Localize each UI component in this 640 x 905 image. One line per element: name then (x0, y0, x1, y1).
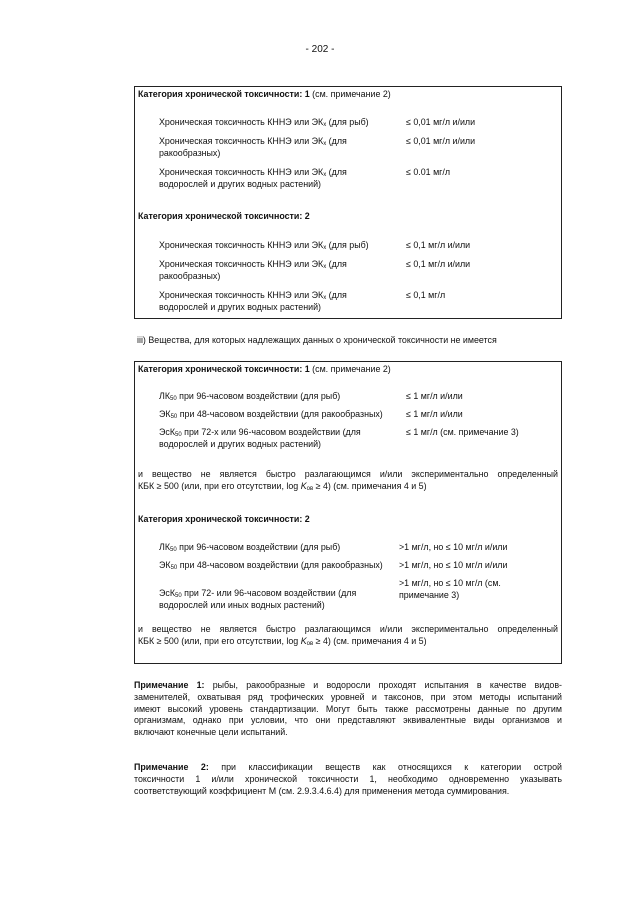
category-heading: Категория хронической токсичности: 1 (см. примечание 2) (138, 89, 391, 99)
criteria-value: >1 мг/л, но ≤ 10 мг/л и/или (399, 560, 508, 570)
chronic-toxicity-table-no-data: Категория хронической токсичности: 1 (см. примечание 2) $ЛК_{50}$ при 96-часовом воздействии (для рыб) ≤ 1 мг/л и/или $ЭК_{50}$ при 48-часовом воздействии (для ракообразных) ≤ 1 мг/л и/или ЭсК$_{50}$ при 72-х или 96-часовом воздействии (для водорослей и других водных растений) ≤ 1 мг/л (см. примечание 3) и вещество не является быстро разлагающимся и/или экспериментально определенный КБК ≥ 500 (или, при его отсутствии, $\log K_{ов} \ge 4$) (см. примечания 4 и 5) Категория хронической токсичности: 2 $ЛК_{50}$ при 96-часовом воздействии (для рыб) >1 мг/л, но ≤ 10 мг/л и/или $ЭК_{50}$ при 48-часовом воздействии (для ракообразных) >1 мг/л, но ≤ 10 мг/л и/или >1 мг/л, но ≤ 10 мг/л (см. примечание 3) ЭсК$_{50}$ при 72- или 96-часовом воздействии (для водорослей или иных водных растений) и вещество не является быстро разлагающимся и/или экспериментально определенный КБК ≥ 500 (или, при его отсутствии, $\log K_{ов} \ge 4$) (см. примечания 4 и 5) (134, 361, 562, 664)
category-heading: Категория хронической токсичности: 1 (см. примечание 2) (138, 364, 391, 374)
category-heading: Категория хронической токсичности: 2 (138, 514, 310, 524)
page-number: - 202 - (305, 44, 335, 55)
criteria-value: ≤ 1 мг/л и/или (406, 391, 463, 401)
criteria-value: ≤ 0,01 мг/л и/или (406, 136, 476, 146)
criteria-value: >1 мг/л, но ≤ 10 мг/л (см. примечание 3) (399, 578, 501, 600)
criteria-value: ≤ 1 мг/л и/или (406, 409, 463, 419)
criteria-value: >1 мг/л, но ≤ 10 мг/л и/или (399, 542, 508, 552)
chronic-toxicity-table-adequate-data: Категория хронической токсичности: 1 (см. примечание 2) Хроническая токсичность КННЭ или $ЭК_x$ (для рыб) ≤ 0,01 мг/л и/или Хроническая токсичность КННЭ или $ЭК_x$ (для ракообразных) ≤ 0,01 мг/л и/или Хроническая токсичность КННЭ или $ЭК_x$ (для водорослей и других водных растений) ≤ 0.01 мг/л Категория хронической токсичности: 2 Хроническая токсичность КННЭ или $ЭК_x$ (для рыб) ≤ 0,1 мг/л и/или Хроническая токсичность КННЭ или $ЭК_x$ (для ракообразных) ≤ 0,1 мг/л и/или Хроническая токсичность КННЭ или $ЭК_x$ (для водорослей и других водных растений) ≤ 0,1 мг/л (134, 86, 562, 319)
criteria-value: ≤ 0,1 мг/л и/или (406, 240, 471, 250)
criteria-value: ≤ 1 мг/л (см. примечание 3) (406, 427, 519, 437)
condition-text: и вещество не является быстро разлагающимся и/или экспериментально определенный КБК ≥ 500 (или, при его отсутствии, $\log K_{ов} \ge 4$) (см. примечания 4 и 5) (138, 469, 558, 492)
category-heading: Категория хронической токсичности: 2 (138, 211, 310, 221)
condition-text: и вещество не является быстро разлагающимся и/или экспериментально определенный КБК ≥ 500 (или, при его отсутствии, $\log K_{ов} \ge 4$) (см. примечания 4 и 5) (138, 624, 558, 647)
criteria-value: ≤ 0,1 мг/л (406, 290, 446, 300)
section-iii-text: iii) Вещества, для которых надлежащих данных о хронической токсичности не имеется (137, 335, 497, 345)
criteria-value: ≤ 0.01 мг/л (406, 167, 451, 177)
note-2: Примечание 2: при классификации веществ как относящихся к категории острой токсичности 1 и/или хронической токсичности 1, необходимо одновременно указывать соответствующий коэффициент М (см. 2.9.3.4.6.4) для применения метода суммирования. (134, 762, 562, 796)
criteria-value: ≤ 0,01 мг/л и/или (406, 117, 476, 127)
criteria-value: ≤ 0,1 мг/л и/или (406, 259, 471, 269)
note-1: Примечание 1: рыбы, ракообразные и водоросли проходят испытания в качестве видов- заменителей, охватывая ряд трофических уровней и таксонов, при этом методы испытаний имеют высокий уровень стандартизации. Могут быть также рассмотрены данные по другим организмам, однако при условии, что они представляют эквивалентные виды организмов и включают конечные цели испытаний. (134, 680, 562, 737)
